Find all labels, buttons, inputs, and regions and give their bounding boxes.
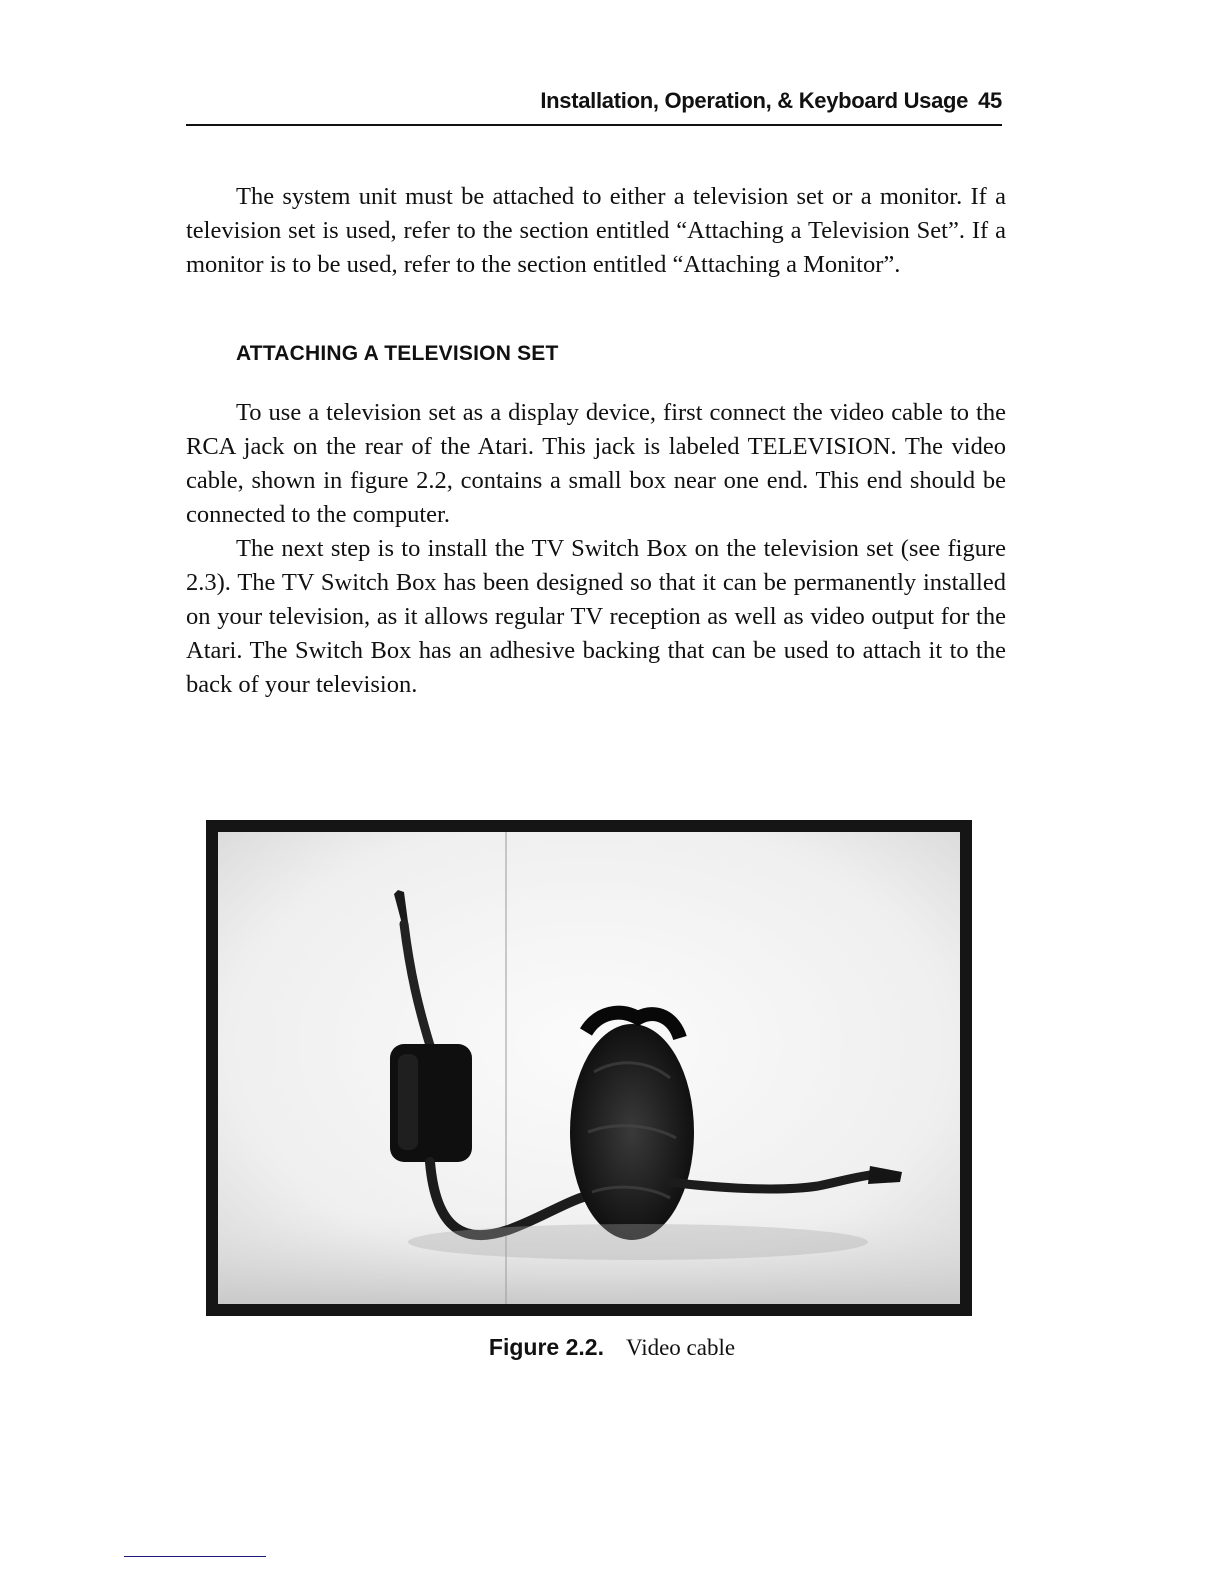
- switch-box-paragraph: The next step is to install the TV Switch Box on the television set (see figure 2.3). The TV Switch Box has been designed so that it can be permanently installed on your television, as it allows regular TV reception as well as video output for the Atari. The Switch Box has an adhesive backing that can be used to attach it to the back of your television.: [186, 535, 1006, 698]
- footer-rule: [124, 1556, 266, 1557]
- video-cable-paragraph: To use a television set as a display device, first connect the video cable to the RCA jack on the rear of the Atari. This jack is labeled TELEVISION. The video cable, shown in figure 2.2, contains a small box near one end. This end should be connected to the computer.: [186, 399, 1006, 528]
- figure-caption-text: Video cable: [625, 1335, 736, 1360]
- video-cable-photo: [218, 832, 960, 1304]
- page-number: 45: [978, 88, 1002, 113]
- intro-paragraph-block: [186, 180, 1006, 282]
- figure-label: Figure 2.2.: [488, 1334, 604, 1360]
- video-cable-paragraph-block: [186, 396, 1006, 532]
- switch-box-paragraph-block: [186, 532, 1006, 702]
- figure-caption: [0, 1334, 1224, 1361]
- running-title: Installation, Operation, & Keyboard Usage: [540, 88, 969, 113]
- figure-video-cable: [206, 820, 972, 1316]
- running-head: [186, 88, 1002, 126]
- intro-paragraph: The system unit must be attached to either a television set or a monitor. If a television set is used, refer to the section entitled “Attaching a Television Set”. If a monitor is to be used, refer to the section entitled “Attaching a Monitor”.: [186, 183, 1006, 278]
- section-heading: ATTACHING A TELEVISION SET: [236, 342, 559, 365]
